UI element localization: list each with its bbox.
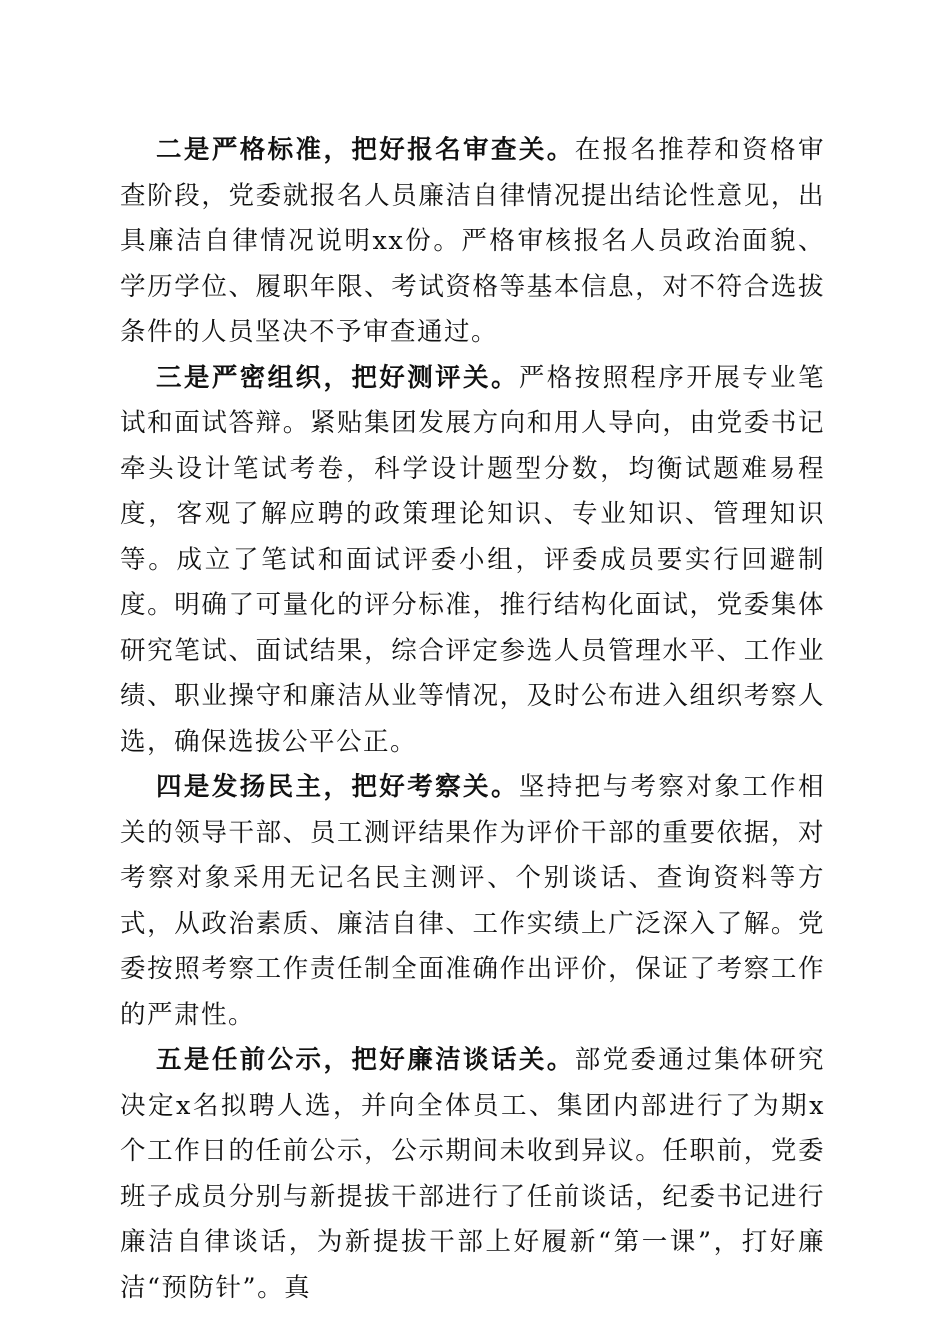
paragraph-evaluation: [120, 356, 825, 766]
paragraph-inspection: [120, 765, 825, 1038]
paragraph-lead: 三是严密组织，把好测评关。: [156, 362, 519, 393]
paragraph-lead: 二是严格标准，把好报名审查关。: [156, 135, 575, 165]
paragraph-body: 坚持把与考察对象工作相关的领导干部、员工测评结果作为评价干部的重要依据，对考察对象采用无记名民主测评、个别谈话、查询资料等方式，从政治素质、廉洁自律、工作实绩上广泛深入了解。党委按照考察工作责任制全面准确作出评价，保证了考察工作的严肃性。: [120, 772, 825, 1030]
paragraph-registration-review: [120, 128, 825, 356]
paragraph-lead: 五是任前公示，把好廉洁谈话关。: [156, 1045, 575, 1075]
paragraph-body: 部党委通过集体研究决定x名拟聘人选，并向全体员工、集团内部进行了为期x个工作日的任前公示，公示期间未收到异议。任职前，党委班子成员分别与新提拔干部进行了任前谈话，纪委书记进行廉洁自律谈话，为新提拔干部上好履新“第一课”，打好廉洁“预防针”。真: [120, 1045, 825, 1303]
paragraph-public-notice: [120, 1038, 825, 1311]
paragraph-body: 在报名推荐和资格审查阶段，党委就报名人员廉洁自律情况提出结论性意见，出具廉洁自律情况说明xx份。严格审核报名人员政治面貌、学历学位、履职年限、考试资格等基本信息，对不符合选拔条件的人员坚决不予审查通过。: [120, 135, 825, 347]
document-page: [120, 128, 825, 1311]
paragraph-lead: 四是发扬民主，把好考察关。: [156, 772, 519, 802]
paragraph-body: 严格按照程序开展专业笔试和面试答辩。紧贴集团发展方向和用人导向，由党委书记牵头设计笔试考卷，科学设计题型分数，均衡试题难易程度，客观了解应聘的政策理论知识、专业知识、管理知识等。成立了笔试和面试评委小组，评委成员要实行回避制度。明确了可量化的评分标准，推行结构化面试，党委集体研究笔试、面试结果，综合评定参选人员管理水平、工作业绩、职业操守和廉洁从业等情况，及时公布进入组织考察人选，确保选拔公平公正。: [120, 362, 825, 757]
